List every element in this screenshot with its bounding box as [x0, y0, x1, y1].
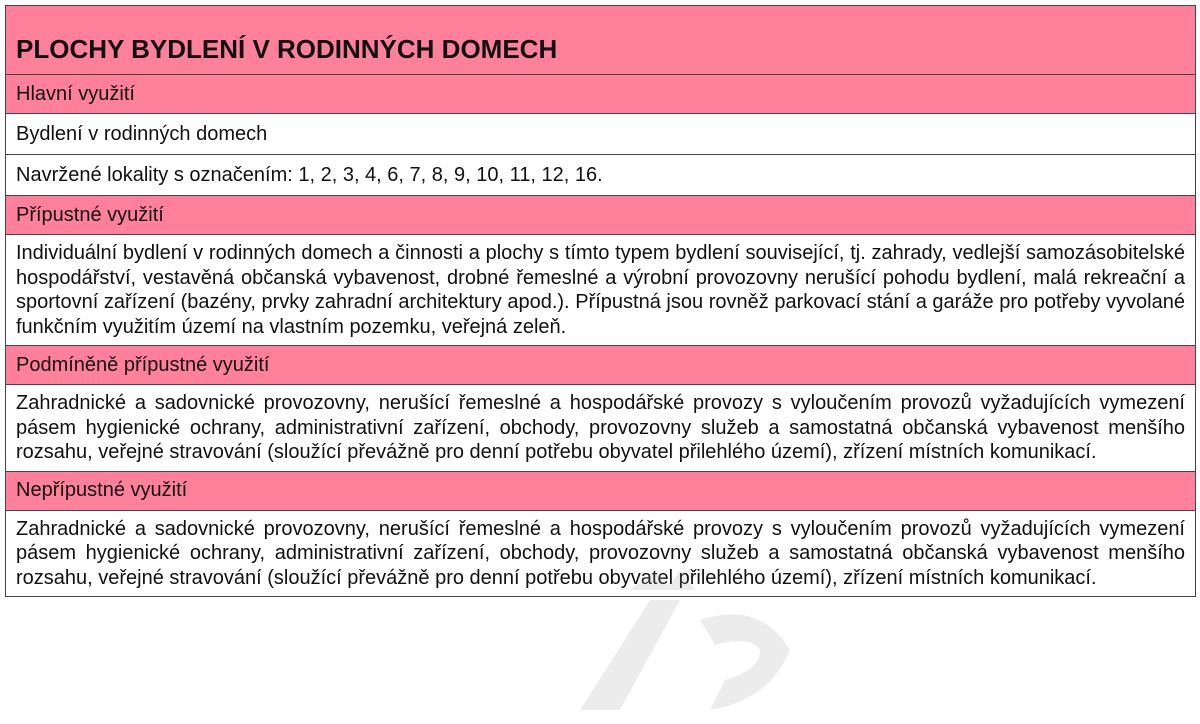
table-title: PLOCHY BYDLENÍ V RODINNÝCH DOMECH	[6, 6, 1196, 75]
conditional-use-text	[6, 385, 1196, 472]
table-row	[6, 114, 1196, 155]
table-row	[6, 155, 1196, 196]
section-heading-row	[6, 471, 1196, 510]
section-heading-conditional-use: Podmíněně přípustné využití	[6, 346, 1196, 385]
table-row	[6, 235, 1196, 346]
prohibited-use-text	[6, 510, 1196, 597]
permitted-use-paragraph: Individuální bydlení v rodinných domech a činnosti a plochy s tímto typem bydlení související, tj. zahrady, vedlejší samozásobitelské hospodářství, vestavěná občanská vybavenost, drobné řemeslné a výrobní provozovny nerušící pohodu bydlení, malá rekreační a sportovní zařízení (bazény, prvky zahradní architektury apod.). Přípustná jsou rovněž parkovací stání a garáže pro potřeby vyvolané funkčním využitím území na vlastním pozemku, veřejná zeleň.	[16, 242, 1185, 338]
prohibited-use-paragraph: Zahradnické a sadovnické provozovny, nerušící řemeslné a hospodářské provozy s vyloučením provozů vyžadujících vymezení pásem hygienické ochrany, administrativní zařízení, obchody, provozovny služeb a samostatná občanská vybavenost menšího rozsahu, veřejné stravování (sloužící převážně pro denní potřebu obyvatel přilehlého území), zřízení místních komunikací.	[16, 517, 1185, 589]
permitted-use-text	[6, 235, 1196, 346]
section-heading-row	[6, 346, 1196, 385]
main-use-text: Bydlení v rodinných domech	[6, 114, 1196, 155]
land-use-regulation-table	[5, 5, 1196, 597]
conditional-use-paragraph: Zahradnické a sadovnické provozovny, nerušící řemeslné a hospodářské provozy s vyloučením provozů vyžadujících vymezení pásem hygienické ochrany, administrativní zařízení, obchody, provozovny služeb a samostatná občanská vybavenost menšího rozsahu, veřejné stravování (sloužící převážně pro denní potřebu obyvatel přilehlého území), zřízení místních komunikací.	[16, 392, 1185, 463]
section-heading-row	[6, 75, 1196, 114]
title-row	[6, 6, 1196, 75]
section-heading-main-use: Hlavní využití	[6, 75, 1196, 114]
section-heading-permitted-use: Přípustné využití	[6, 196, 1196, 235]
section-heading-row	[6, 196, 1196, 235]
proposed-localities-text: Navržené lokality s označením: 1, 2, 3, 4, 6, 7, 8, 9, 10, 11, 12, 16.	[6, 155, 1196, 196]
table-row	[6, 510, 1196, 597]
table-row	[6, 385, 1196, 472]
section-heading-prohibited-use: Nepřípustné využití	[6, 471, 1196, 510]
